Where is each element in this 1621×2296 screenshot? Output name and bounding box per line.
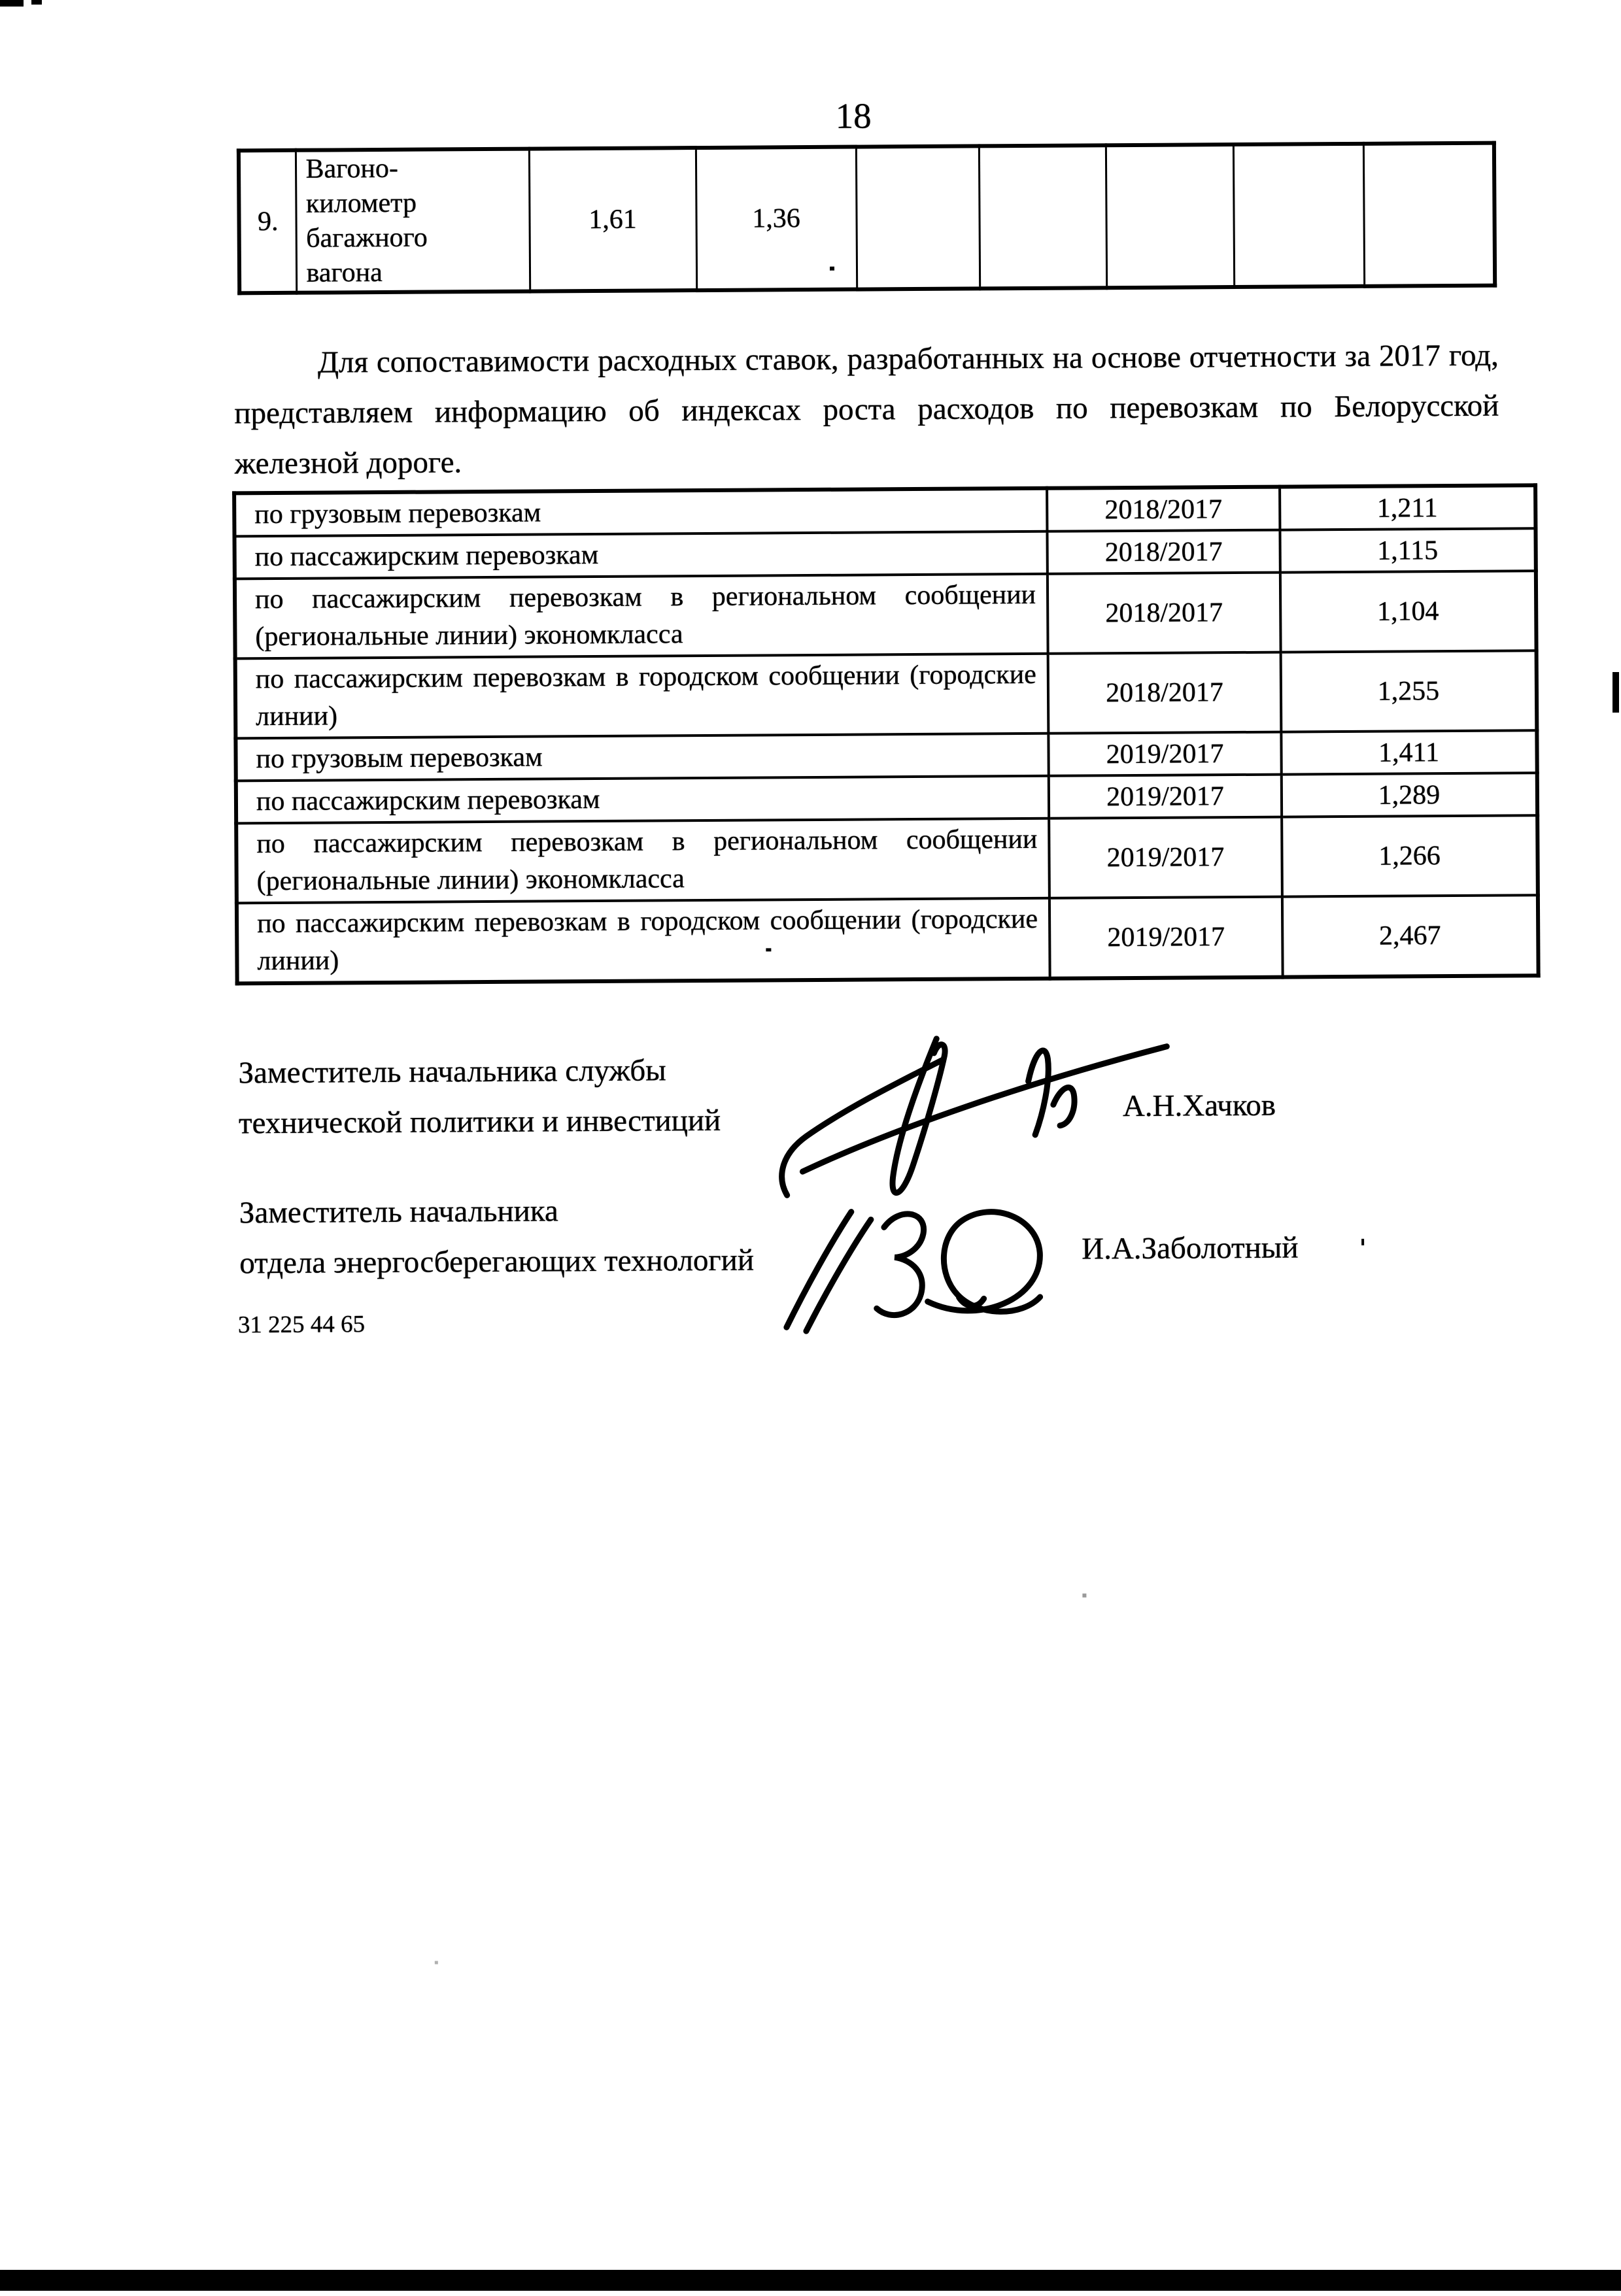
value-cell-2: 1,36 — [696, 147, 857, 290]
category-cell: по пассажирским перевозкам в региональном сообщении (региональные линии) экономкласса — [236, 819, 1049, 903]
value-cell: 1,289 — [1282, 773, 1537, 817]
zabolotny-autograph-icon — [762, 1188, 1116, 1347]
value-cell: 1,255 — [1281, 650, 1537, 732]
category-cell: по пассажирским перевозкам — [234, 532, 1047, 579]
scan-artifact-right-edge — [1612, 672, 1619, 713]
intro-paragraph: Для сопоставимости расходных ставок, разработанных на основе отчетности за 2017 год, представляем информацию об индексах роста расходов по перевозкам по Белорусской железной дороге. — [234, 338, 1499, 481]
value-cell: 1,104 — [1280, 571, 1537, 652]
baggage-table-row — [239, 143, 1495, 294]
value-cell: 1,411 — [1281, 730, 1537, 774]
contact-phone: 31 225 44 65 — [237, 1311, 366, 1339]
value-cell: 1,211 — [1280, 485, 1535, 530]
index-table-row — [235, 730, 1537, 781]
period-cell: 2019/2017 — [1048, 732, 1281, 776]
category-cell: по пассажирским перевозкам в городском сообщении (городские линии) — [237, 898, 1050, 984]
index-table-row — [234, 485, 1535, 536]
value-cell: 2,467 — [1282, 895, 1539, 977]
value-cell-1: 1,61 — [529, 148, 696, 292]
row-label-cell: Вагоно- километр багажного вагона — [296, 149, 530, 293]
category-cell: по грузовым перевозкам — [234, 488, 1047, 537]
category-cell: по грузовым перевозкам — [235, 734, 1048, 781]
scan-speck — [435, 1961, 438, 1965]
index-table-row — [236, 815, 1538, 903]
empty-cell — [856, 146, 980, 289]
baggage-wagon-table — [237, 141, 1497, 295]
index-table-row — [235, 571, 1537, 658]
scan-artifact-bottom-bar — [0, 2270, 1621, 2291]
value-cell: 1,115 — [1280, 528, 1535, 572]
signature-title-khachkov: Заместитель начальника службы технической политики и инвестиций — [238, 1053, 721, 1141]
scan-speck — [766, 948, 771, 951]
period-cell: 2018/2017 — [1048, 573, 1281, 654]
period-cell: 2019/2017 — [1049, 775, 1282, 819]
empty-cell — [1363, 143, 1495, 286]
category-cell: по пассажирским перевозкам в региональном сообщении (региональные линии) экономкласса — [235, 574, 1048, 659]
empty-cell — [979, 145, 1106, 288]
scan-speck — [1082, 1593, 1086, 1597]
signature-name-zabolotny: И.А.Заболотный — [1082, 1230, 1299, 1266]
period-cell: 2018/2017 — [1047, 530, 1280, 574]
period-cell: 2019/2017 — [1049, 897, 1283, 979]
period-cell: 2018/2017 — [1047, 487, 1280, 532]
index-table-row — [237, 895, 1539, 983]
row-number-cell: 9. — [239, 150, 296, 294]
category-cell: по пассажирским перевозкам в городском сообщении (городские линии) — [235, 654, 1049, 739]
scan-speck — [1361, 1239, 1364, 1245]
index-table-row — [234, 528, 1535, 579]
empty-cell — [1233, 144, 1364, 287]
category-cell: по пассажирским перевозкам — [236, 776, 1049, 824]
signature-title-zabolotny: Заместитель начальника отдела энергосберегающих технологий — [239, 1194, 755, 1281]
value-cell: 1,266 — [1282, 815, 1538, 896]
index-table-row — [235, 650, 1537, 738]
index-table-row — [236, 773, 1537, 823]
signature-name-khachkov: А.Н.Хачков — [1122, 1088, 1276, 1124]
empty-cell — [1106, 144, 1234, 288]
page-number: 18 — [835, 95, 872, 136]
scan-artifact-top-left — [31, 0, 42, 5]
period-cell: 2019/2017 — [1049, 817, 1282, 898]
scan-speck — [830, 267, 834, 271]
scan-artifact-top-left — [0, 0, 24, 7]
cost-index-table — [232, 483, 1541, 985]
period-cell: 2018/2017 — [1048, 652, 1282, 734]
